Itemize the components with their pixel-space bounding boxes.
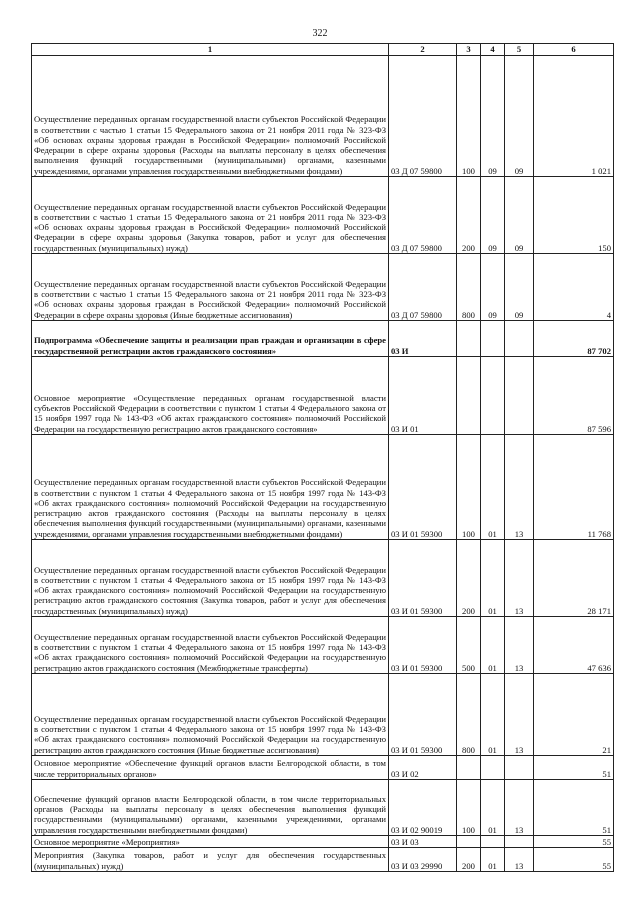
row-name: Мероприятия (Закупка товаров, работ и услуг для обеспечения государственных (муниципальных) нужд) xyxy=(32,848,389,872)
row-name: Осуществление переданных органам государственной власти субъектов Российской Федерации в соответствии с пунктом 1 статьи 4 Федерального закона от 15 ноября 1997 года № 143-ФЗ «Об актах гражданского состояния» полномочий Российской Федерации на государственную регистрацию актов гражданского состояния (Иные бюджетные ассигнования) xyxy=(32,674,389,756)
row-rz-code xyxy=(481,321,505,357)
table-row xyxy=(32,756,614,780)
table-row xyxy=(32,254,614,321)
row-amount: 51 xyxy=(534,780,614,836)
row-rz-code: 01 xyxy=(481,540,505,617)
row-name: Осуществление переданных органам государственной власти субъектов Российской Федерации в соответствии с частью 1 статьи 15 Федерального закона от 21 ноября 2011 года № 323-ФЗ «Об основах охраны здоровья граждан в Российской Федерации» полномочий Российской Федерации в сфере охраны здоровья (Расходы на выплаты персоналу в целях обеспечения выполнения функций государственными (муниципальными) органами, казенными учреждениями, органами управления государственными внебюджетными фондами) xyxy=(32,56,389,177)
table-row xyxy=(32,357,614,435)
row-amount: 87 702 xyxy=(534,321,614,357)
budget-table xyxy=(31,43,614,872)
row-csr-code: 03 И 02 90019 xyxy=(389,780,457,836)
row-amount: 21 xyxy=(534,674,614,756)
row-name: Осуществление переданных органам государственной власти субъектов Российской Федерации в соответствии с частью 1 статьи 15 Федерального закона от 21 ноября 2011 года № 323-ФЗ «Об основах охраны здоровья граждан в Российской Федерации» полномочий Российской Федерации в сфере охраны здоровья (Закупка товаров, работ и услуг для обеспечения государственных (муниципальных) нужд) xyxy=(32,177,389,254)
row-vr-code: 200 xyxy=(457,848,481,872)
row-amount: 11 768 xyxy=(534,435,614,540)
row-vr-code xyxy=(457,357,481,435)
row-pr-code: 13 xyxy=(505,674,534,756)
row-pr-code: 13 xyxy=(505,617,534,674)
row-pr-code xyxy=(505,836,534,848)
row-rz-code: 09 xyxy=(481,177,505,254)
row-amount: 87 596 xyxy=(534,357,614,435)
row-name: Обеспечение функций органов власти Белгородской области, в том числе территориальных органов (Расходы на выплаты персоналу в целях обеспечения выполнения функций государственными (муниципальными) органами, казенными учреждениями, органами управления государственными внебюджетными фондами) xyxy=(32,780,389,836)
row-rz-code: 09 xyxy=(481,56,505,177)
row-vr-code xyxy=(457,756,481,780)
table-row xyxy=(32,177,614,254)
row-name: Осуществление переданных органам государственной власти субъектов Российской Федерации в соответствии с пунктом 1 статьи 4 Федерального закона от 15 ноября 1997 года № 143-ФЗ «Об актах гражданского состояния» полномочий Российской Федерации на государственную регистрацию актов гражданского состояния (Расходы на выплаты персоналу в целях обеспечения выполнения функций государственными (муниципальными) органами, казенными учреждениями, органами управления государственными внебюджетными фондами) xyxy=(32,435,389,540)
column-header: 1 xyxy=(32,44,389,56)
row-name: Осуществление переданных органам государственной власти субъектов Российской Федерации в соответствии с частью 1 статьи 15 Федерального закона от 21 ноября 2011 года № 323-ФЗ «Об основах охраны здоровья граждан в Российской Федерации» полномочий Российской Федерации в сфере охраны здоровья (Иные бюджетные ассигнования) xyxy=(32,254,389,321)
page-number: 322 xyxy=(312,28,328,39)
row-amount: 51 xyxy=(534,756,614,780)
row-vr-code: 800 xyxy=(457,674,481,756)
row-pr-code xyxy=(505,357,534,435)
row-name: Осуществление переданных органам государственной власти субъектов Российской Федерации в соответствии с пунктом 1 статьи 4 Федерального закона от 15 ноября 1997 года № 143-ФЗ «Об актах гражданского состояния» полномочий Российской Федерации на государственную регистрацию актов гражданского состояния (Закупка товаров, работ и услуг для обеспечения государственных (муниципальных) нужд) xyxy=(32,540,389,617)
row-rz-code: 01 xyxy=(481,435,505,540)
row-csr-code: 03 И 01 59300 xyxy=(389,674,457,756)
row-pr-code: 13 xyxy=(505,780,534,836)
row-vr-code xyxy=(457,836,481,848)
row-vr-code: 200 xyxy=(457,540,481,617)
row-rz-code xyxy=(481,357,505,435)
row-pr-code xyxy=(505,756,534,780)
row-csr-code: 03 Д 07 59800 xyxy=(389,177,457,254)
row-csr-code: 03 Д 07 59800 xyxy=(389,56,457,177)
row-amount: 28 171 xyxy=(534,540,614,617)
row-name: Осуществление переданных органам государственной власти субъектов Российской Федерации в соответствии с пунктом 1 статьи 4 Федерального закона от 15 ноября 1997 года № 143-ФЗ «Об актах гражданского состояния» полномочий Российской Федерации на государственную регистрацию актов гражданского состояния (Межбюджетные трансферты) xyxy=(32,617,389,674)
table-row xyxy=(32,321,614,357)
row-rz-code: 01 xyxy=(481,617,505,674)
row-vr-code xyxy=(457,321,481,357)
row-amount: 55 xyxy=(534,836,614,848)
row-vr-code: 100 xyxy=(457,435,481,540)
header-row xyxy=(32,44,614,56)
table-row xyxy=(32,674,614,756)
column-header: 6 xyxy=(534,44,614,56)
row-pr-code: 13 xyxy=(505,848,534,872)
row-name: Основное мероприятие «Обеспечение функций органов власти Белгородской области, в том числе территориальных органов» xyxy=(32,756,389,780)
table-row xyxy=(32,540,614,617)
row-name: Подпрограмма «Обеспечение защиты и реализации прав граждан и организации в сфере государственной регистрации актов гражданского состояния» xyxy=(32,321,389,357)
table-row xyxy=(32,435,614,540)
row-vr-code: 800 xyxy=(457,254,481,321)
row-pr-code: 13 xyxy=(505,540,534,617)
table-row xyxy=(32,617,614,674)
row-amount: 55 xyxy=(534,848,614,872)
row-csr-code: 03 И 02 xyxy=(389,756,457,780)
row-vr-code: 100 xyxy=(457,780,481,836)
row-rz-code xyxy=(481,836,505,848)
row-vr-code: 500 xyxy=(457,617,481,674)
row-csr-code: 03 И 01 xyxy=(389,357,457,435)
row-amount: 1 021 xyxy=(534,56,614,177)
row-pr-code xyxy=(505,321,534,357)
row-rz-code: 09 xyxy=(481,254,505,321)
row-csr-code: 03 И 03 xyxy=(389,836,457,848)
row-csr-code: 03 И 01 59300 xyxy=(389,617,457,674)
row-rz-code: 01 xyxy=(481,848,505,872)
table-row xyxy=(32,780,614,836)
row-amount: 150 xyxy=(534,177,614,254)
row-amount: 4 xyxy=(534,254,614,321)
column-header: 2 xyxy=(389,44,457,56)
row-csr-code: 03 И 01 59300 xyxy=(389,540,457,617)
row-csr-code: 03 И xyxy=(389,321,457,357)
column-header: 4 xyxy=(481,44,505,56)
table-row xyxy=(32,56,614,177)
row-vr-code: 200 xyxy=(457,177,481,254)
row-rz-code: 01 xyxy=(481,674,505,756)
row-vr-code: 100 xyxy=(457,56,481,177)
table-row xyxy=(32,836,614,848)
column-header: 5 xyxy=(505,44,534,56)
row-pr-code: 13 xyxy=(505,435,534,540)
row-amount: 47 636 xyxy=(534,617,614,674)
row-name: Основное мероприятие «Мероприятия» xyxy=(32,836,389,848)
table-row xyxy=(32,848,614,872)
row-rz-code: 01 xyxy=(481,780,505,836)
row-pr-code: 09 xyxy=(505,177,534,254)
row-name: Основное мероприятие «Осуществление переданных органам государственной власти субъектов Российской Федерации в соответствии с пунктом 1 статьи 4 Федерального закона от 15 ноября 1997 года № 143-ФЗ «Об актах гражданского состояния» полномочий Российской Федерации на государственную регистрацию актов гражданского состояния» xyxy=(32,357,389,435)
row-csr-code: 03 И 01 59300 xyxy=(389,435,457,540)
row-pr-code: 09 xyxy=(505,56,534,177)
column-header: 3 xyxy=(457,44,481,56)
row-rz-code xyxy=(481,756,505,780)
row-csr-code: 03 Д 07 59800 xyxy=(389,254,457,321)
row-csr-code: 03 И 03 29990 xyxy=(389,848,457,872)
row-pr-code: 09 xyxy=(505,254,534,321)
